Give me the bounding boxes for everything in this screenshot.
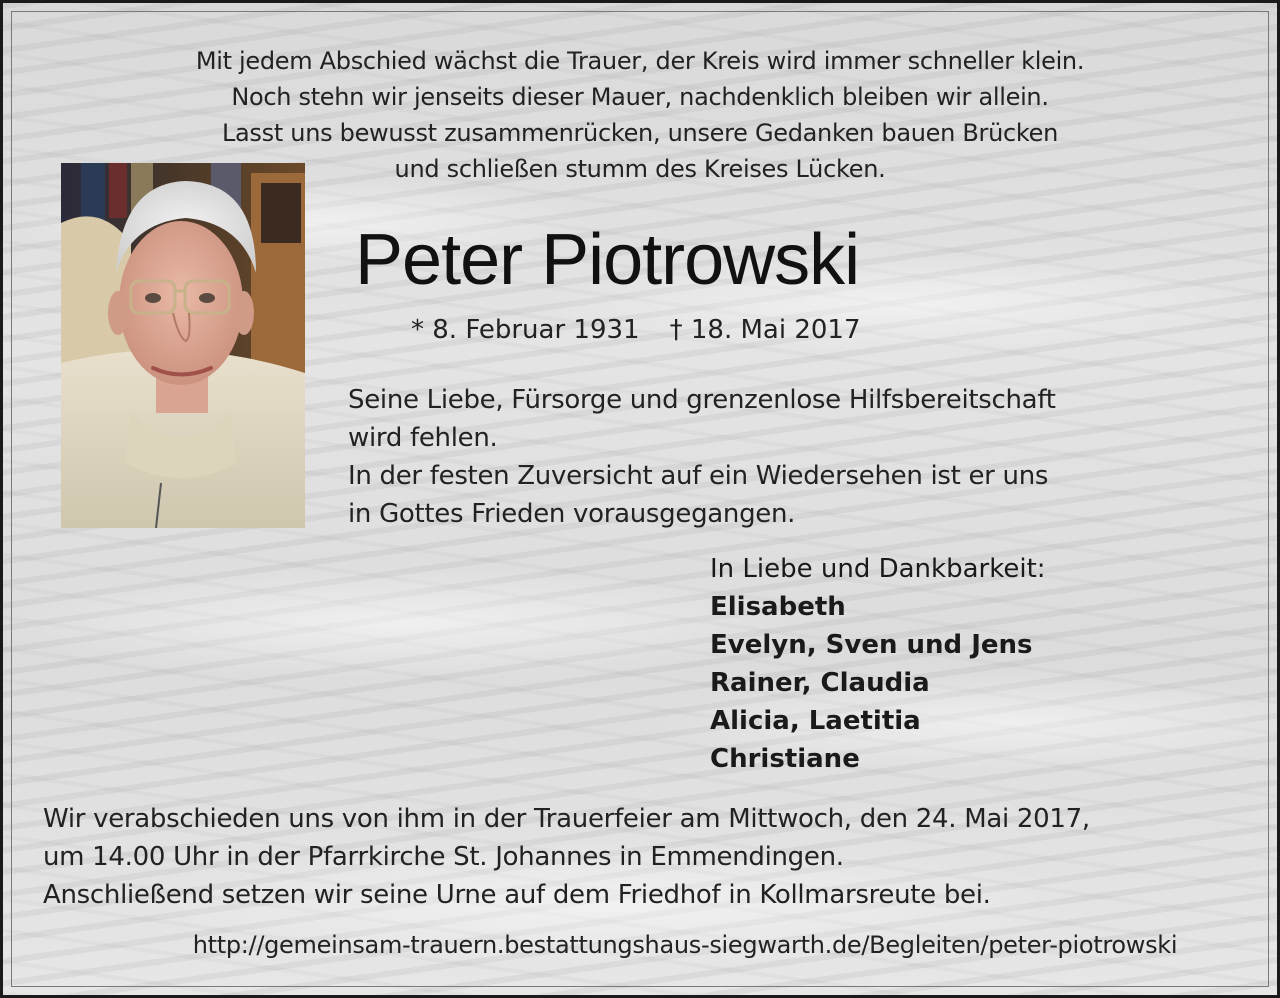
family-member: Alicia, Laetitia (710, 706, 921, 736)
service-line: um 14.00 Uhr in der Pfarrkirche St. Johannes in Emmendingen. (43, 842, 844, 872)
birth-date: * 8. Februar 1931 (411, 315, 640, 345)
message-line: wird fehlen. (348, 423, 498, 453)
message-line: Seine Liebe, Fürsorge und grenzenlose Hilfsbereitschaft (348, 385, 1056, 415)
family-signature (710, 550, 1046, 778)
poem-line: Noch stehn wir jenseits dieser Mauer, nachdenklich bleiben wir allein. (231, 83, 1049, 111)
poem-line: Lasst uns bewusst zusammenrücken, unsere Gedanken bauen Brücken (221, 119, 1059, 147)
memorial-url[interactable]: http://gemeinsam-trauern.bestattungshaus-siegwarth.de/Begleiten/peter-piotrowski (192, 931, 1178, 959)
portrait-photo (61, 163, 305, 528)
family-member: Christiane (710, 744, 860, 774)
deceased-name: Peter Piotrowski (355, 220, 860, 300)
poem-line: und schließen stumm des Kreises Lücken. (394, 155, 886, 183)
funeral-service-info (43, 800, 1090, 914)
death-date: † 18. Mai 2017 (669, 315, 861, 345)
message-line: in Gottes Frieden vorausgegangen. (348, 499, 796, 529)
service-line: Wir verabschieden uns von ihm in der Trauerfeier am Mittwoch, den 24. Mai 2017, (43, 804, 1090, 834)
memorial-message (348, 381, 1056, 533)
family-member: Elisabeth (710, 592, 846, 622)
family-intro: In Liebe und Dankbarkeit: (710, 554, 1046, 584)
family-member: Evelyn, Sven und Jens (710, 630, 1033, 660)
life-dates (411, 313, 861, 347)
service-line: Anschließend setzen wir seine Urne auf dem Friedhof in Kollmarsreute bei. (43, 880, 991, 910)
family-member: Rainer, Claudia (710, 668, 930, 698)
message-line: In der festen Zuversicht auf ein Wiedersehen ist er uns (348, 461, 1049, 491)
poem-line: Mit jedem Abschied wächst die Trauer, der Kreis wird immer schneller klein. (195, 47, 1085, 75)
